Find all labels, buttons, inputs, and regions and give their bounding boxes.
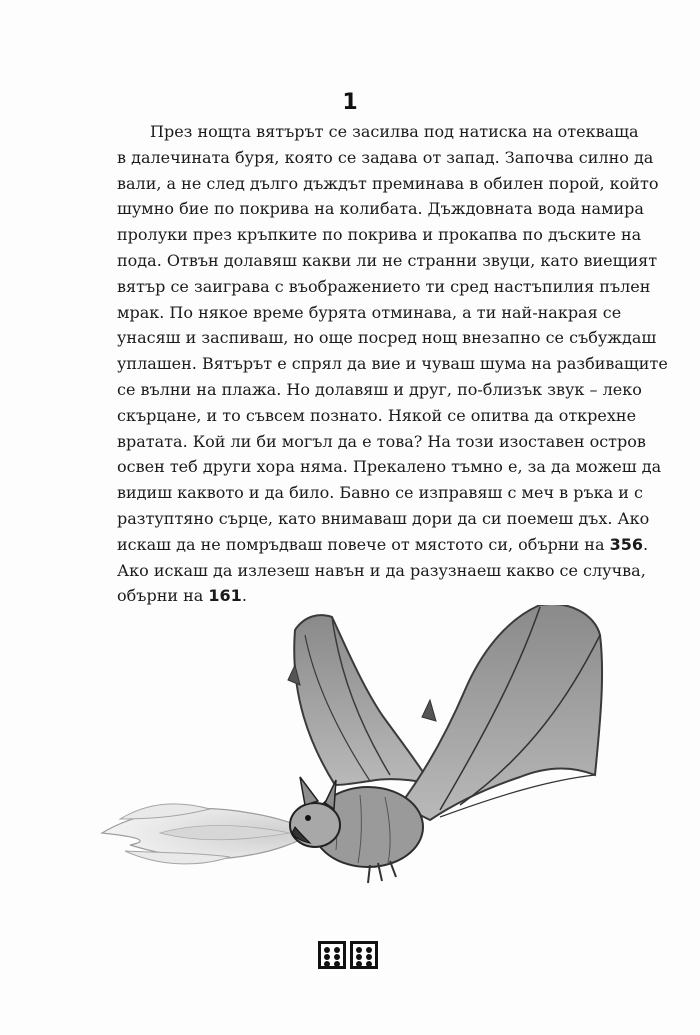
bat-left-wing bbox=[288, 615, 430, 785]
paragraph-line: в далечината буря, която се задава от запад. Започва силно да bbox=[117, 147, 654, 167]
paragraph-line-text: искаш да не помръдваш повече от мястото си, обърни на bbox=[117, 534, 605, 554]
paragraph-line-with-ref: обърни на 161. bbox=[117, 586, 247, 606]
paragraph-line: унасяш и заспиваш, но още посред нощ внезапно се събуждаш bbox=[117, 328, 657, 348]
paragraph-line: вятър се заиграва с въображението ти сред настъпилия пълен bbox=[117, 276, 651, 296]
paragraph bbox=[117, 119, 668, 609]
paragraph-line: се вълни на плажа. Но долавяш и друг, по-близък звук – леко bbox=[117, 379, 642, 399]
die-six-icon bbox=[350, 941, 378, 969]
paragraph-line: вали, а не след дълго дъждът преминава в обилен порой, който bbox=[117, 173, 659, 193]
die-six-icon bbox=[318, 941, 346, 969]
fire-breath bbox=[102, 804, 315, 864]
paragraph-line: През нощта вятърът се засилва под натиска на отекваща bbox=[150, 122, 639, 141]
paragraph-line: скърцане, и то съвсем познато. Някой се опитва да открехне bbox=[117, 405, 637, 425]
paragraph-line: разтуптяно сърце, като внимаваш дори да си поемеш дъх. Ако bbox=[117, 508, 650, 528]
paragraph-line: мрак. По някое време бурята отминава, а ти най-накрая се bbox=[117, 302, 622, 322]
paragraph-line-text: обърни на bbox=[117, 586, 204, 606]
fire-breathing-bat-icon bbox=[100, 605, 610, 895]
dice-pair bbox=[318, 941, 378, 969]
section-reference-161[interactable]: 161 bbox=[208, 586, 242, 606]
paragraph-line: вратата. Кой ли би могъл да е това? На този изоставен остров bbox=[117, 431, 646, 451]
paragraph-line: шумно бие по покрива на колибата. Дъждовната вода намира bbox=[117, 199, 644, 219]
bat-body bbox=[290, 777, 423, 883]
section-number: 1 bbox=[342, 90, 358, 115]
paragraph-line: освен теб други хора няма. Прекалено тъмно е, за да можеш да bbox=[117, 457, 662, 477]
paragraph-line: уплашен. Вятърът е спрял да вие и чуваш шума на разбиващите bbox=[117, 354, 668, 374]
paragraph-line: Ако искаш да излезеш навън и да разузнаеш какво се случва, bbox=[117, 560, 646, 580]
paragraph-line: пролуки през кръпките по покрива и прокапва по дъските на bbox=[117, 225, 642, 245]
paragraph-line-with-ref: искаш да не помръдваш повече от мястото си, обърни на 356. bbox=[117, 534, 649, 554]
paragraph-line: пода. Отвън долавяш какви ли не странни звуци, като виещият bbox=[117, 250, 658, 270]
section-reference-356[interactable]: 356 bbox=[609, 534, 643, 554]
paragraph-line: видиш каквото и да било. Бавно се изправяш с меч в ръка и с bbox=[117, 483, 643, 503]
bat-right-wing bbox=[400, 605, 602, 820]
